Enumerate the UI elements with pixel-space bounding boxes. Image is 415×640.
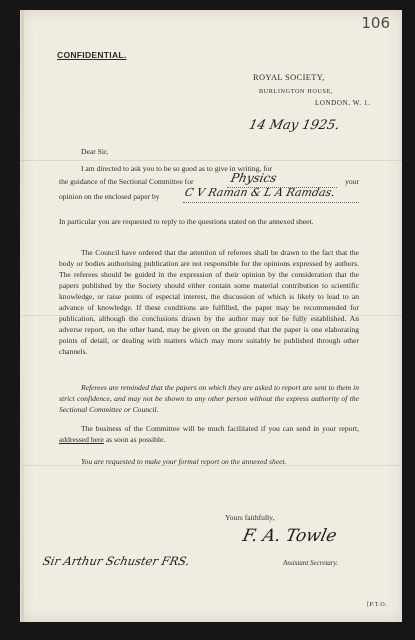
address-line-1: BURLINGTON HOUSE,	[259, 88, 334, 95]
confidential-heading: CONFIDENTIAL.	[57, 50, 127, 60]
page-number: 106	[361, 14, 390, 32]
business-lead: The business of the Committee will be much facilitated if you can send in your report,	[81, 424, 359, 433]
committee-label: the guidance of the Sectional Committee for	[59, 177, 194, 186]
org-name: ROYAL SOCIETY,	[253, 73, 325, 82]
letter-sheet	[20, 10, 402, 622]
paragraph-formal: You are requested to make your formal report on the annexed sheet.	[81, 457, 287, 466]
handwritten-signature: F. A. Towle	[240, 526, 339, 546]
paragraph-council: The Council have ordered that the attention of referees shall be drawn to the fact that the body or bodies authorising publication are not responsible for the opinions expressed by authors. The referees should be guided in the expression of their opinion by the consideration that the papers published by the Society should either contain some material contribution to scientific knowledge, or raise points of especial interest, the discussion of which is likely to lead to an advance of knowledge. If these conditions are fulfilled, the paper may be recommended for publication, although the conclusions drawn by the author may not be fully established. An adverse report, on the other hand, may be given on the ground that the paper is one elaborating points of detail, or dealing with matters which may more suitably be published through other channels.	[59, 248, 359, 356]
business-tail: as soon as possible.	[103, 435, 166, 444]
business-underlined: addressed here	[59, 435, 104, 444]
handwritten-authors: C V Raman & L A Ramdas.	[183, 186, 337, 199]
pto-note: [P.T.O.	[367, 602, 388, 608]
paragraph-referees: Referees are reminded that the papers on which they are asked to report are sent to them in strict confidence, and may not be shown to any other person without the express authority of the Sectional Committee or Council.	[59, 383, 359, 414]
authors-label: opinion on the enclosed paper by	[59, 192, 160, 201]
paragraph-particular: In particular you are requested to reply to the questions stated on the annexed sheet.	[59, 217, 314, 226]
committee-tail: your	[345, 177, 359, 186]
closing: Yours faithfully,	[225, 513, 275, 522]
paragraph-business	[59, 423, 359, 445]
handwritten-committee: Physics	[229, 171, 278, 185]
salutation: Dear Sir,	[81, 147, 109, 156]
paper-fold-line	[21, 160, 402, 161]
signatory-title: Assistant Secretary.	[283, 559, 338, 567]
authors-row	[59, 186, 359, 206]
request-line-1: I am directed to ask you to be so good as to give in writing, for	[81, 164, 273, 173]
handwritten-recipient: Sir Arthur Schuster FRS.	[41, 554, 191, 568]
handwritten-date: 14 May 1925.	[247, 118, 342, 133]
address-line-2: LONDON, W. 1.	[315, 99, 371, 107]
